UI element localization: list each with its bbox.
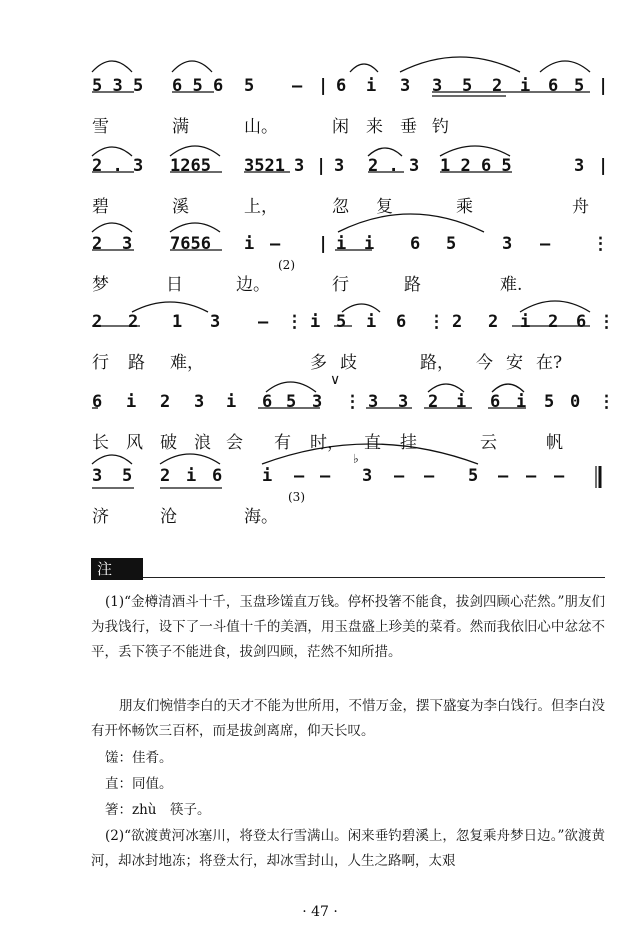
lyric: 风 bbox=[126, 433, 143, 453]
lyric: 安 bbox=[506, 353, 523, 373]
note: 5 bbox=[544, 392, 555, 412]
lyric: 忽 bbox=[332, 197, 349, 217]
lyric: 时， bbox=[310, 433, 344, 453]
dotted-barline: ⋮ bbox=[428, 312, 445, 332]
lyric: 歧 bbox=[340, 353, 357, 373]
note: 5 bbox=[468, 466, 479, 486]
dotted-barline: ⋮ bbox=[598, 392, 615, 412]
dash: – bbox=[320, 466, 331, 486]
lyric: 云 bbox=[480, 433, 497, 453]
note: 3 bbox=[574, 156, 585, 176]
lyric: 海。 bbox=[244, 507, 278, 527]
note-paragraph-1: (1)“金樽清酒斗十千，玉盘珍馐直万钱。停杯投箸不能食，拔剑四顾心茫然。”朋友们为我饯行，设下了一斗值十千的美酒，用玉盘盛上珍美的菜肴。然而我依旧心中忿忿不平，丢下筷子不能进食，拔剑四顾，茫然不知所措。 bbox=[91, 594, 605, 660]
lyric: 直 bbox=[364, 433, 381, 453]
note: 6 bbox=[336, 76, 347, 96]
dash: – bbox=[526, 466, 537, 486]
note: i bbox=[520, 312, 531, 332]
barline: | bbox=[316, 156, 327, 176]
dash: – bbox=[554, 466, 565, 486]
flat-sign: ♭ bbox=[352, 452, 360, 467]
lyric: 难， bbox=[170, 353, 204, 373]
note: 6 bbox=[212, 466, 223, 486]
note-paragraph-2: 朋友们惋惜李白的天才不能为世所用，不惜万金，摆下盛宴为李白饯行。但李白没有开怀畅饮三百杯，而是拔剑离席，仰天长叹。 bbox=[91, 698, 605, 739]
note: i bbox=[366, 76, 377, 96]
dotted-barline: ⋮ bbox=[592, 234, 609, 254]
note: 2 bbox=[428, 392, 439, 412]
note: 3 bbox=[362, 466, 373, 486]
note: 3 bbox=[398, 392, 409, 412]
note: 6 bbox=[490, 392, 501, 412]
note: 2 bbox=[92, 312, 103, 332]
note: i bbox=[516, 392, 527, 412]
lyric: 上， bbox=[244, 197, 278, 217]
lyric: 边。 bbox=[236, 275, 270, 295]
note: i bbox=[336, 234, 347, 254]
dash: – bbox=[498, 466, 509, 486]
lyric: 路， bbox=[420, 353, 454, 373]
note: 3 bbox=[368, 392, 379, 412]
note: 5 bbox=[574, 76, 585, 96]
note: 3 bbox=[312, 392, 323, 412]
lyric: 多 bbox=[310, 353, 327, 373]
note: 6 bbox=[548, 76, 559, 96]
lyric: 破 bbox=[160, 433, 177, 453]
note: 5 bbox=[122, 466, 133, 486]
page-number: · 47 · bbox=[302, 904, 338, 920]
note: i bbox=[366, 312, 377, 332]
note-paragraph-4: 直：同值。 bbox=[105, 776, 173, 792]
final-barline bbox=[608, 466, 609, 467]
lyric: 日 bbox=[166, 275, 183, 295]
note-group: 5 3 5 bbox=[92, 76, 144, 96]
note: 5 bbox=[244, 76, 255, 96]
barline: | bbox=[318, 234, 329, 254]
dotted-barline: ⋮ bbox=[598, 312, 615, 332]
note: 2 bbox=[452, 312, 463, 332]
note: 3 bbox=[122, 234, 133, 254]
lyric: 来 bbox=[366, 117, 383, 137]
note: 6 bbox=[92, 392, 103, 412]
note: i bbox=[186, 466, 197, 486]
note: i bbox=[520, 76, 531, 96]
note: i bbox=[126, 392, 137, 412]
lyric: 浪 bbox=[194, 433, 211, 453]
notes-divider bbox=[143, 577, 605, 578]
dotted-barline: ⋮ bbox=[344, 392, 361, 412]
note-group: 3521 bbox=[244, 156, 285, 176]
note: i bbox=[244, 234, 255, 254]
note: 5 bbox=[462, 76, 473, 96]
lyric: 碧 bbox=[92, 197, 109, 217]
footnote-mark: (2) bbox=[278, 258, 295, 272]
lyric: 雪 bbox=[92, 117, 109, 137]
dash: – bbox=[394, 466, 405, 486]
note: 3 bbox=[294, 156, 305, 176]
note: 1 bbox=[172, 312, 183, 332]
dash: – bbox=[270, 234, 281, 254]
lyric: 行 bbox=[92, 353, 109, 373]
lyric: 满 bbox=[172, 117, 189, 137]
note: 2 bbox=[160, 466, 171, 486]
note-group: 1265 bbox=[170, 156, 211, 176]
note: 6 bbox=[576, 312, 587, 332]
note: 3 bbox=[92, 466, 103, 486]
lyric: 闲 bbox=[332, 117, 349, 137]
note: i bbox=[456, 392, 467, 412]
note-paragraph-6: (2)“欲渡黄河冰塞川，将登太行雪满山。闲来垂钓碧溪上，忽复乘舟梦日边。”欲渡黄河，却冰封地冻；将登太行，却冰雪封山，人生之路啊，太艰 bbox=[91, 828, 605, 869]
lyric: 今 bbox=[476, 353, 493, 373]
note: 6 bbox=[262, 392, 273, 412]
dash: – bbox=[540, 234, 551, 254]
barline: | bbox=[598, 76, 609, 96]
dash: – bbox=[424, 466, 435, 486]
rest: 0 bbox=[570, 392, 581, 412]
note: 2 bbox=[128, 312, 139, 332]
note: 5 bbox=[336, 312, 347, 332]
note: 2 bbox=[548, 312, 559, 332]
lyric: 山。 bbox=[244, 117, 278, 137]
lyric: 钓 bbox=[432, 117, 449, 137]
note: 2 bbox=[488, 312, 499, 332]
dash: – bbox=[294, 466, 305, 486]
note-group: 1 2 6 5 bbox=[440, 156, 512, 176]
note: i bbox=[262, 466, 273, 486]
lyric: 垂 bbox=[400, 117, 417, 137]
note: 3 bbox=[400, 76, 411, 96]
lyric: 梦 bbox=[92, 275, 109, 295]
lyric: 溪 bbox=[172, 197, 189, 217]
lyric: 会 bbox=[226, 433, 243, 453]
footnote-mark: (3) bbox=[288, 490, 305, 504]
note: 3 bbox=[194, 392, 205, 412]
lyric: 在? bbox=[536, 353, 563, 373]
note: 5 bbox=[286, 392, 297, 412]
breath-mark: ∨ bbox=[330, 372, 341, 388]
note: 3 bbox=[432, 76, 443, 96]
notes-heading: 注 释 bbox=[91, 558, 143, 580]
lyric: 乘 bbox=[456, 197, 473, 217]
lyric: 路 bbox=[404, 275, 421, 295]
dash: – bbox=[258, 312, 269, 332]
note: 6 bbox=[410, 234, 421, 254]
note: i bbox=[226, 392, 237, 412]
note-group: 2 . 3 bbox=[92, 156, 144, 176]
note-group: 6 5 6 bbox=[172, 76, 224, 96]
note: 2 bbox=[160, 392, 171, 412]
lyric: 难. bbox=[500, 275, 523, 295]
note: 3 bbox=[502, 234, 513, 254]
lyric: 路 bbox=[128, 353, 145, 373]
lyric: 复 bbox=[376, 197, 393, 217]
dotted-barline: ⋮ bbox=[286, 312, 303, 332]
note: 5 bbox=[446, 234, 457, 254]
note: 3 bbox=[210, 312, 221, 332]
lyric: 有 bbox=[274, 433, 291, 453]
lyric: 济 bbox=[92, 507, 109, 527]
lyric: 舟 bbox=[572, 197, 589, 217]
note-paragraph-5: 箸：zhù 筷子。 bbox=[105, 802, 211, 818]
note: 3 bbox=[334, 156, 345, 176]
lyric: 挂 bbox=[400, 433, 417, 453]
barline: | bbox=[318, 76, 329, 96]
lyric: 行 bbox=[332, 275, 349, 295]
note-paragraph-3: 馐：佳肴。 bbox=[105, 750, 173, 766]
note-group: 7656 bbox=[170, 234, 211, 254]
dash: – bbox=[292, 76, 303, 96]
lyric: 沧 bbox=[160, 507, 177, 527]
note: 2 bbox=[492, 76, 503, 96]
lyric: 帆 bbox=[546, 433, 563, 453]
barline: | bbox=[598, 156, 609, 176]
note-group: 2 . 3 bbox=[368, 156, 420, 176]
note: i bbox=[310, 312, 321, 332]
note: 6 bbox=[396, 312, 407, 332]
note: i bbox=[364, 234, 375, 254]
note: 2 bbox=[92, 234, 103, 254]
lyric: 长 bbox=[92, 433, 109, 453]
